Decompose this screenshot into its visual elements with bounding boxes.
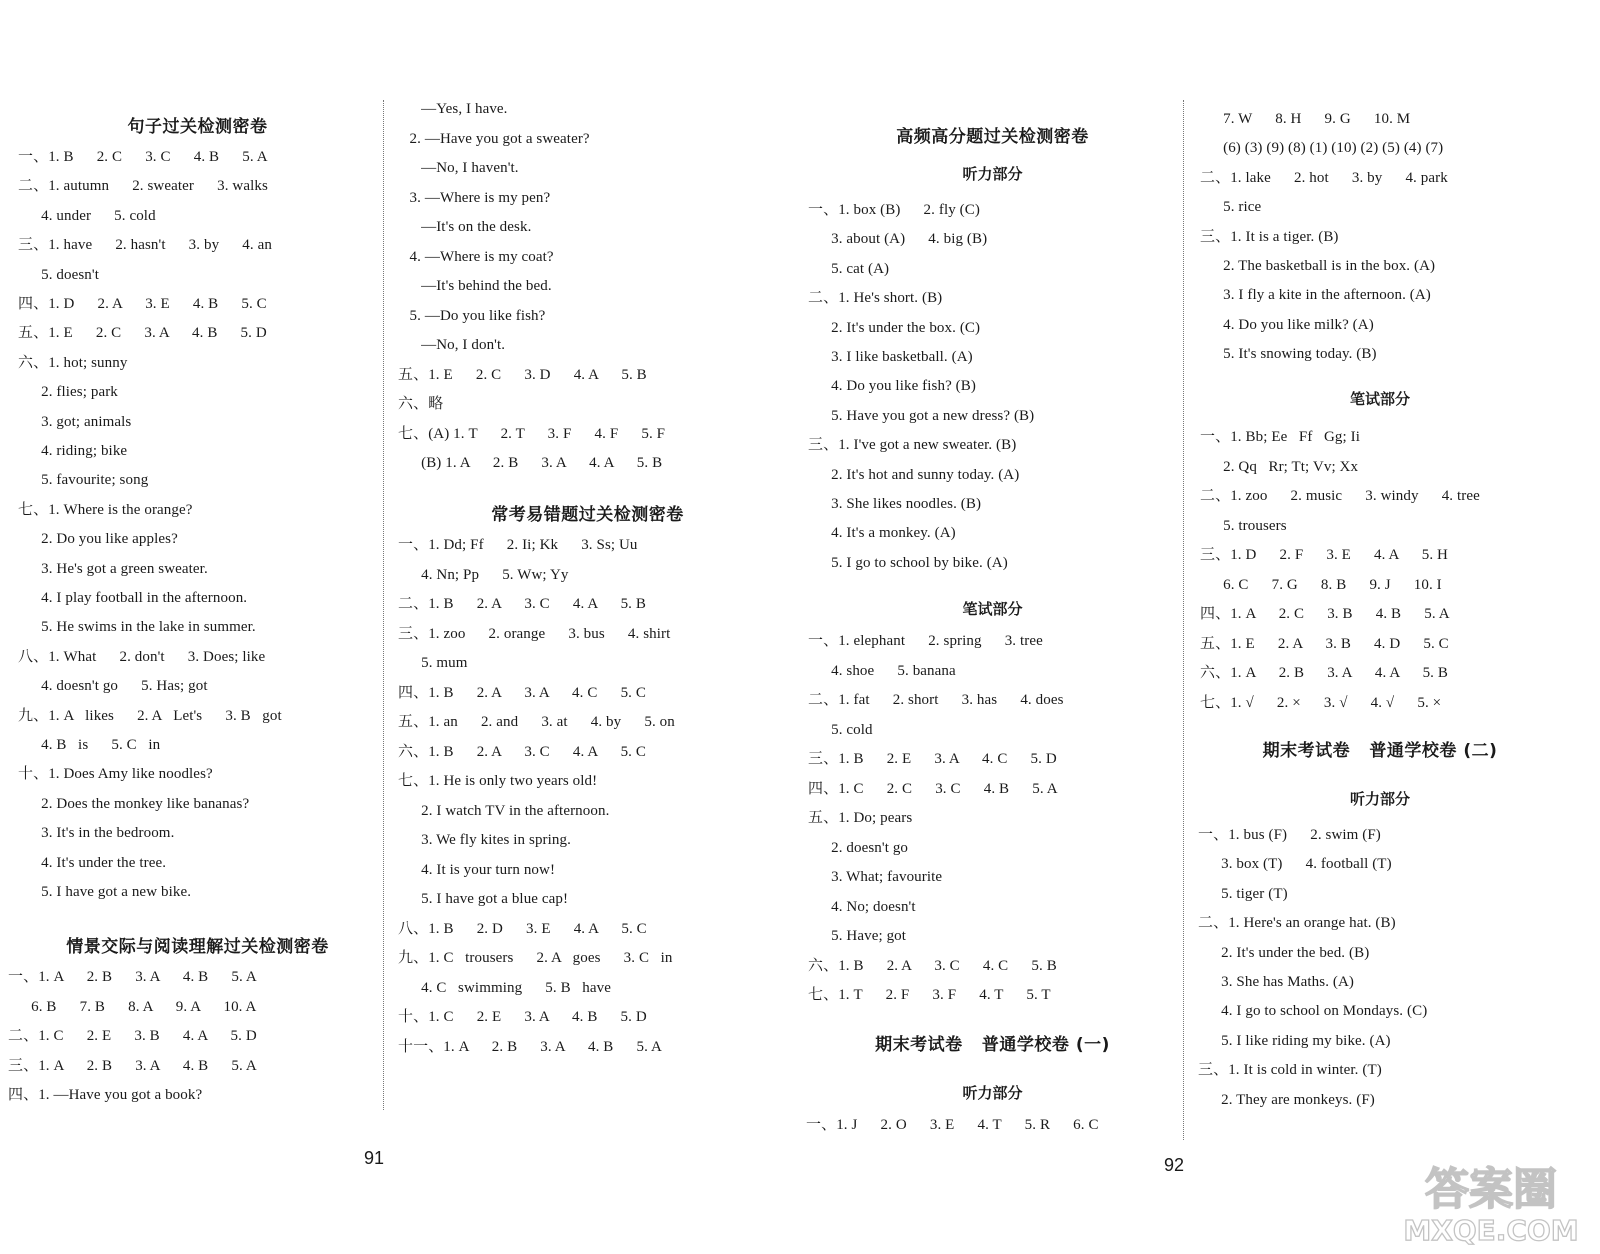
answer-line: 5. mum [398, 655, 468, 671]
answer-line: 5. Have; got [808, 928, 907, 944]
answer-line: 四、1. A 2. C 3. B 4. B 5. A [1200, 606, 1450, 622]
answer-line: 六、1. B 2. A 3. C 4. A 5. C [398, 743, 646, 760]
answer-line: 3. It's in the bedroom. [18, 825, 175, 842]
answer-line: 五、1. E 2. C 3. D 4. A 5. B [398, 366, 647, 383]
answer-line: 4. Nn; Pp 5. Ww; Yy [398, 566, 569, 583]
answer-line: 三、1. A 2. B 3. A 4. B 5. A [8, 1057, 257, 1074]
answer-line: 三、1. D 2. F 3. E 4. A 5. H [1200, 547, 1448, 563]
answer-line: 4. I play football in the afternoon. [18, 590, 248, 606]
answer-line: 二、1. Here's an orange hat. (B) [1198, 915, 1396, 932]
answer-line: 2. They are monkeys. (F) [1198, 1091, 1375, 1108]
answer-line: 四、1. B 2. A 3. A 4. C 5. C [398, 684, 646, 701]
answer-line: 5. —Do you like fish? [398, 307, 546, 324]
answer-line: 4. shoe 5. banana [808, 662, 956, 679]
answer-line: 一、1. J 2. O 3. E 4. T 5. R 6. C [806, 1117, 1099, 1133]
answer-line: 二、1. fat 2. short 3. has 4. does [808, 692, 1064, 708]
answer-line: 2. doesn't go [808, 839, 909, 856]
answer-line: 五、1. an 2. and 3. at 4. by 5. on [398, 714, 675, 730]
sub-heading: 笔试部分 [962, 600, 1023, 618]
answer-line: 3. What; favourite [808, 869, 943, 885]
answer-line: 5. I have got a blue cap! [398, 891, 569, 907]
answer-line: 二、1. C 2. E 3. B 4. A 5. D [8, 1028, 257, 1045]
answer-line: 3. She has Maths. (A) [1198, 974, 1355, 990]
answer-line: 6. C 7. G 8. B 9. J 10. I [1200, 576, 1442, 593]
page-number-right: 92 [1164, 1155, 1185, 1175]
answer-line: 4. It is your turn now! [398, 861, 556, 878]
answer-line: 5. cold [808, 721, 873, 738]
answer-line: 5. trousers [1200, 517, 1287, 534]
answer-line: 5. rice [1200, 199, 1262, 216]
answer-line: 2. —Have you got a sweater? [398, 130, 590, 147]
answer-line: 五、1. E 2. A 3. B 4. D 5. C [1200, 635, 1449, 652]
answer-line: —Yes, I have. [398, 101, 508, 117]
answer-line: 一、1. Bb; Ee Ff Gg; Ii [1200, 429, 1360, 445]
answer-line: 3. got; animals [18, 413, 132, 430]
answer-line: (B) 1. A 2. B 3. A 4. A 5. B [398, 455, 663, 471]
answer-line: 7. W 8. H 9. G 10. M [1200, 111, 1411, 127]
answer-line: 5. favourite; song [18, 472, 149, 489]
answer-line: 十、1. C 2. E 3. A 4. B 5. D [398, 1009, 647, 1025]
page-number-left: 91 [364, 1148, 385, 1168]
answer-line: 4. under 5. cold [18, 207, 156, 224]
answer-line: 三、1. zoo 2. orange 3. bus 4. shirt [398, 625, 671, 642]
answer-line: 三、1. I've got a new sweater. (B) [808, 437, 1017, 454]
answer-line: 2. Do you like apples? [18, 531, 178, 548]
answer-line: 三、1. It is a tiger. (B) [1200, 228, 1339, 245]
answer-line: —No, I don't. [398, 337, 506, 353]
sub-heading: 听力部分 [1349, 790, 1410, 808]
answer-line: 4. riding; bike [18, 443, 128, 459]
answer-line: 3. We fly kites in spring. [398, 832, 571, 848]
answer-line: 4. C swimming 5. B have [398, 979, 611, 996]
answer-line: 五、1. Do; pears [808, 810, 913, 826]
answer-line: 2. It's under the box. (C) [808, 319, 981, 336]
section-heading: 期末考试卷 普通学校卷 (一) [875, 1035, 1110, 1055]
answer-line: (6) (3) (9) (8) (1) (10) (2) (5) (4) (7) [1200, 140, 1444, 157]
answer-line: 六、略 [398, 396, 444, 412]
answer-line: 九、1. A likes 2. A Let's 3. B got [18, 707, 282, 724]
column-divider [1183, 100, 1184, 1140]
answer-line: 四、1. C 2. C 3. C 4. B 5. A [808, 780, 1058, 797]
answer-line: 四、1. —Have you got a book? [8, 1087, 203, 1104]
answer-line: 5. Have you got a new dress? (B) [808, 407, 1035, 424]
answer-line: 4. Do you like fish? (B) [808, 378, 976, 395]
answer-line: 六、1. hot; sunny [18, 354, 128, 371]
answer-line: —No, I haven't. [398, 160, 519, 176]
answer-line: 6. B 7. B 8. A 9. A 10. A [8, 998, 257, 1015]
section-heading: 句子过关检测密卷 [127, 117, 268, 137]
column-divider [383, 100, 384, 1110]
answer-line: —It's on the desk. [398, 219, 532, 235]
sub-heading: 听力部分 [962, 165, 1023, 183]
answer-line: 2. I watch TV in the afternoon. [398, 802, 610, 819]
answer-line: 二、1. He's short. (B) [808, 290, 943, 307]
answer-line: 七、1. He is only two years old! [398, 773, 598, 789]
answer-line: 一、1. Dd; Ff 2. Ii; Kk 3. Ss; Uu [398, 537, 638, 553]
answer-line: 4. B is 5. C in [18, 737, 161, 753]
answer-line: 4. I go to school on Mondays. (C) [1198, 1003, 1428, 1020]
answer-line: 3. —Where is my pen? [398, 189, 551, 206]
section-heading: 高频高分题过关检测密卷 [896, 127, 1089, 147]
answer-line: 4. No; doesn't [808, 898, 916, 915]
sub-heading: 笔试部分 [1349, 390, 1410, 408]
section-heading: 常考易错题过关检测密卷 [491, 505, 684, 525]
answer-line: 七、1. Where is the orange? [18, 501, 193, 518]
section-heading: 期末考试卷 普通学校卷 (二) [1262, 741, 1498, 761]
answer-line: 3. about (A) 4. big (B) [808, 231, 988, 248]
answer-line: 5. I like riding my bike. (A) [1198, 1032, 1391, 1049]
watermark-en: MXQE.COM [1403, 1214, 1579, 1246]
watermark-logo [1396, 1156, 1586, 1246]
answer-line: 二、1. zoo 2. music 3. windy 4. tree [1200, 488, 1480, 504]
answer-line: 5. tiger (T) [1198, 885, 1288, 902]
answer-line: 二、1. autumn 2. sweater 3. walks [18, 178, 268, 195]
answer-line: 2. flies; park [18, 384, 118, 401]
answer-line: 2. It's under the bed. (B) [1198, 944, 1370, 961]
answer-line: 3. She likes noodles. (B) [808, 496, 982, 512]
answer-line: 五、1. E 2. C 3. A 4. B 5. D [18, 325, 267, 342]
answer-line: 5. I have got a new bike. [18, 884, 192, 900]
answer-line: 八、1. What 2. don't 3. Does; like [18, 648, 266, 665]
answer-line: 七、(A) 1. T 2. T 3. F 4. F 5. F [398, 425, 666, 442]
answer-line: 三、1. It is cold in winter. (T) [1198, 1062, 1382, 1079]
answer-line: 十一、1. A 2. B 3. A 4. B 5. A [398, 1038, 662, 1055]
watermark-cn: 答案圈 [1425, 1164, 1557, 1215]
answer-line: 5. doesn't [18, 266, 99, 283]
answer-line: 四、1. D 2. A 3. E 4. B 5. C [18, 296, 267, 312]
answer-line: 一、1. bus (F) 2. swim (F) [1198, 827, 1381, 843]
answer-line: 八、1. B 2. D 3. E 4. A 5. C [398, 920, 647, 937]
answer-line: 三、1. B 2. E 3. A 4. C 5. D [808, 751, 1057, 767]
answer-line: 5. It's snowing today. (B) [1200, 346, 1377, 363]
answer-line: 4. —Where is my coat? [398, 248, 554, 265]
answer-line: 七、1. √ 2. × 3. √ 4. √ 5. × [1200, 694, 1442, 711]
answer-line: 4. Do you like milk? (A) [1200, 316, 1374, 333]
answer-line: 六、1. A 2. B 3. A 4. A 5. B [1200, 665, 1448, 681]
answer-line: 2. The basketball is in the box. (A) [1200, 258, 1436, 274]
answer-line: 3. box (T) 4. football (T) [1198, 856, 1392, 873]
answer-line: 4. It's under the tree. [18, 854, 167, 871]
answer-line: 2. It's hot and sunny today. (A) [808, 466, 1020, 483]
answer-line: —It's behind the bed. [398, 278, 552, 294]
answer-line: 七、1. T 2. F 3. F 4. T 5. T [808, 987, 1051, 1003]
answer-line: 5. cat (A) [808, 260, 890, 277]
section-heading: 情景交际与阅读理解过关检测密卷 [66, 937, 329, 957]
answer-line: 二、1. B 2. A 3. C 4. A 5. B [398, 596, 646, 612]
answer-line: 一、1. box (B) 2. fly (C) [808, 202, 980, 218]
answer-line: 5. I go to school by bike. (A) [808, 554, 1008, 571]
answer-line: 4. It's a monkey. (A) [808, 525, 956, 542]
answer-line: 2. Does the monkey like bananas? [18, 795, 250, 812]
sub-heading: 听力部分 [962, 1084, 1023, 1102]
answer-line: 十、1. Does Amy like noodles? [18, 766, 213, 783]
answer-line: 一、1. A 2. B 3. A 4. B 5. A [8, 969, 257, 985]
answer-line: 2. Qq Rr; Tt; Vv; Xx [1200, 458, 1359, 475]
answer-line: 3. I fly a kite in the afternoon. (A) [1200, 287, 1431, 304]
answer-line: 4. doesn't go 5. Has; got [18, 678, 208, 695]
answer-line: 三、1. have 2. hasn't 3. by 4. an [18, 237, 272, 254]
answer-line: 九、1. C trousers 2. A goes 3. C in [398, 950, 673, 966]
answer-line: 3. I like basketball. (A) [808, 349, 973, 365]
answer-line: 3. He's got a green sweater. [18, 560, 208, 577]
answer-line: 一、1. elephant 2. spring 3. tree [808, 633, 1043, 649]
answer-line: 5. He swims in the lake in summer. [18, 619, 256, 636]
answer-line: 一、1. B 2. C 3. C 4. B 5. A [18, 149, 268, 165]
answer-line: 二、1. lake 2. hot 3. by 4. park [1200, 169, 1448, 186]
answer-line: 六、1. B 2. A 3. C 4. C 5. B [808, 957, 1057, 974]
